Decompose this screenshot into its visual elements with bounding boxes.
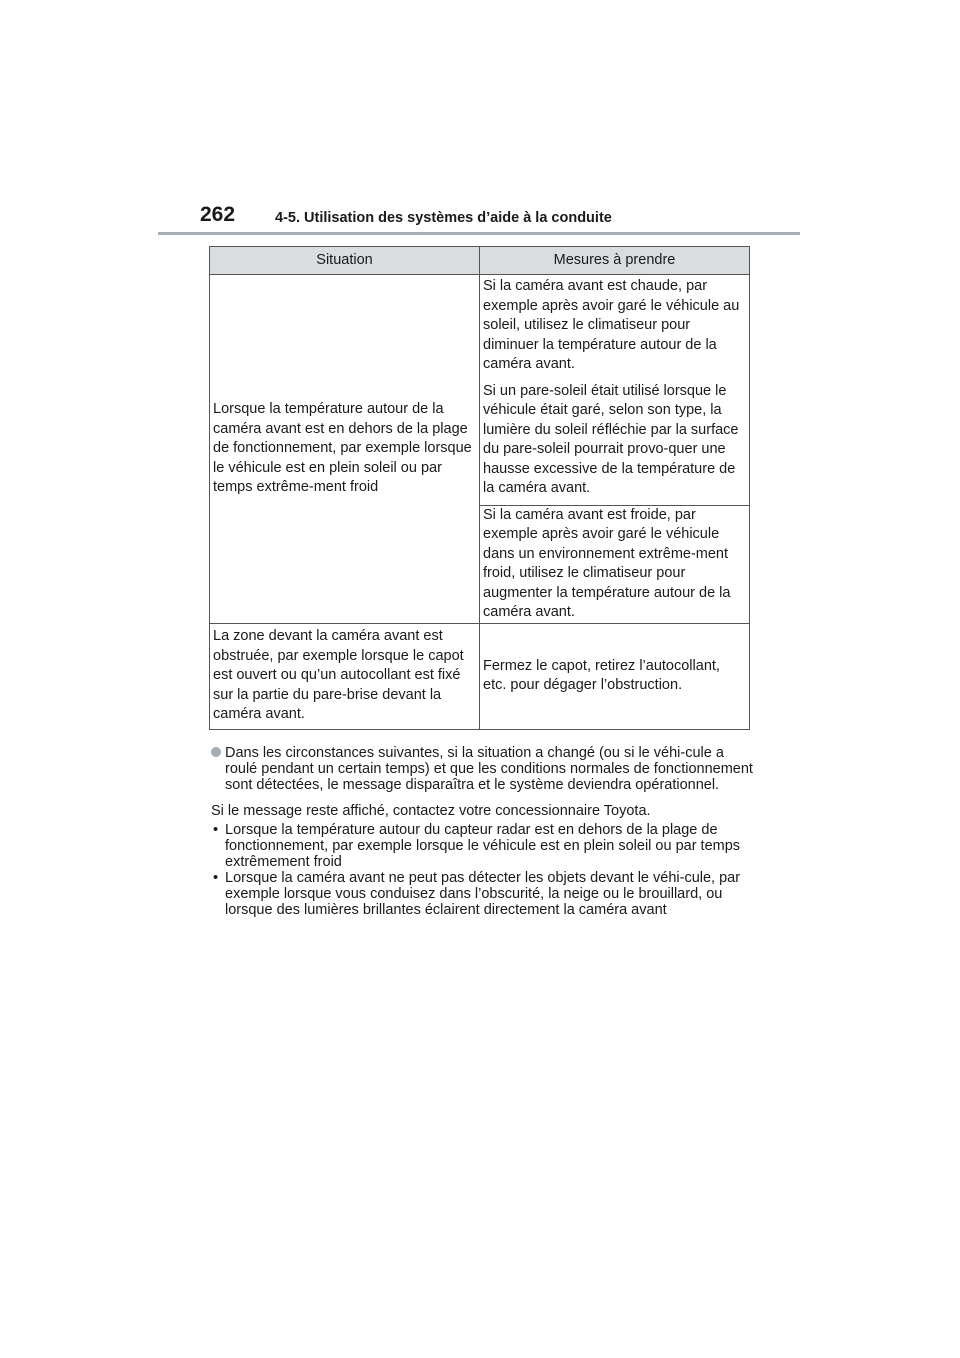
list-item-text: Lorsque la caméra avant ne peut pas détecter les objets devant le véhi-cule, par exemple lorsque vous conduisez dans l’obscurité, la neige ou le brouillard, ou lorsque des lumières brillantes éclairent directement la caméra avant [225, 870, 741, 918]
measures-cell: Si la caméra avant est froide, par exemple après avoir garé le véhicule dans un environnement extrême-ment froid, utilisez le climatiseur pour augmenter la température autour de la caméra avant. [480, 505, 750, 623]
table-row [210, 275, 750, 506]
plain-paragraph: Si le message reste affiché, contactez votre concessionnaire Toyota. [211, 803, 651, 819]
condition-list [211, 822, 756, 918]
bullet-dot-icon [211, 747, 221, 757]
list-item-text: Lorsque la température autour du capteur radar est en dehors de la plage de fonctionnement, par exemple lorsque le véhicule est en plein soleil ou par temps extrêmement froid [225, 822, 741, 870]
column-header-measures: Mesures à prendre [480, 247, 750, 275]
bullet-paragraph-text: Dans les circonstances suivantes, si la situation a changé (ou si le véhi-cule a roulé pendant un certain temps) et que les conditions normales de fonctionnement sont détectées, le message disparaîtra et le système deviendra opérationnel. [225, 745, 753, 793]
table-row [210, 623, 750, 729]
situation-cell: La zone devant la caméra avant est obstruée, par exemple lorsque le capot est ouvert ou qu’un autocollant est fixé sur la partie du pare-brise devant la caméra avant. [210, 623, 480, 729]
measures-paragraph: Si la caméra avant est chaude, par exemple après avoir garé le véhicule au soleil, utilisez le climatiseur pour diminuer la température autour de la caméra avant. [483, 278, 740, 372]
page-number: 262 [200, 203, 236, 226]
bullet-paragraph [211, 745, 756, 793]
situation-table [209, 246, 750, 730]
list-item [211, 822, 756, 870]
measures-paragraph: Si un pare-soleil était utilisé lorsque le véhicule était garé, selon son type, la lumière du soleil réfléchie par la surface du pare-soleil pourrait provo-quer une hausse excessive de la température de la caméra avant. [483, 382, 739, 496]
measures-cell: Fermez le capot, retirez l’autocollant, etc. pour dégager l’obstruction. [480, 623, 750, 729]
list-item [211, 870, 756, 918]
column-header-situation: Situation [210, 247, 480, 275]
header-rule [158, 232, 800, 235]
table-header-row [210, 247, 750, 275]
body-text [211, 745, 756, 918]
section-title: 4-5. Utilisation des systèmes d’aide à la conduite [275, 210, 612, 226]
list-marker: • [213, 822, 219, 838]
list-marker: • [213, 870, 219, 886]
measures-cell [480, 275, 750, 506]
situation-cell: Lorsque la température autour de la caméra avant est en dehors de la plage de fonctionnement, par exemple lorsque le véhicule est en plein soleil ou par temps extrême-ment froid [210, 275, 480, 624]
